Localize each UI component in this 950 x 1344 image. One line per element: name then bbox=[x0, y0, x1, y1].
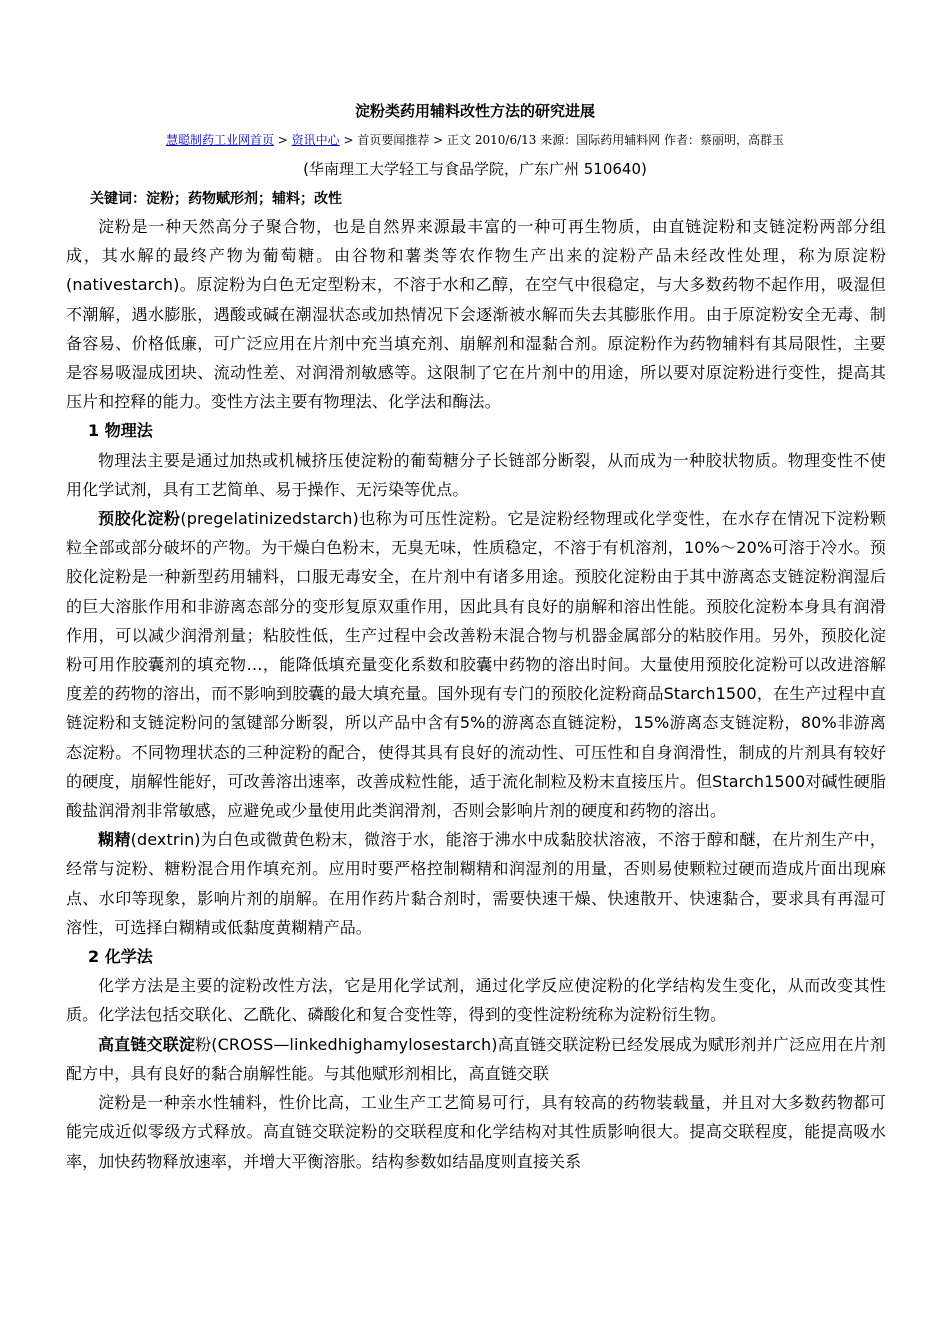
pregelatinized-starch-term: 预胶化淀粉 bbox=[98, 509, 181, 529]
cross-linked-starch-term: 高直链交联淀 bbox=[98, 1034, 196, 1054]
pregelatinized-starch-paragraph bbox=[66, 504, 886, 825]
breadcrumb-rest: > 首页要闻推荐 > 正文 2010/6/13 来源：国际药用辅料网 作者：蔡丽明，高群玉 bbox=[339, 133, 785, 147]
pregelatinized-starch-text: (pregelatinizedstarch)也称为可压性淀粉。它是淀粉经物理或化学变性，在水存在情况下淀粉颗粒全部或部分破坏的产物。为干燥白色粉末，无臭无味，性质稳定，不溶于有机溶剂，10%～20%可溶于冷水。预胶化淀粉是一种新型药用辅料，口服无毒安全，在片剂中有诸多用途。预胶化淀粉由于其中游离态支链淀粉润湿后的巨大溶胀作用和非游离态部分的变形复原双重作用，因此具有良好的崩解和溶出性能。预胶化淀粉本身具有润滑作用，可以减少润滑剂量；粘胶性低，生产过程中会改善粉末混合物与机器金属部分的粘胶作用。另外，预胶化淀粉可用作胶囊剂的填充物…，能降低填充量变化系数和胶囊中药物的溶出时间。大量使用预胶化淀粉可以改进溶解度差的药物的溶出，而不影响到胶囊的最大填充量。国外现有专门的预胶化淀粉商品Starch1500，在生产过程中直链淀粉和支链淀粉问的氢键部分断裂，所以产品中含有5%的游离态直链淀粉，15%游离态支链淀粉，80%非游离态淀粉。不同物理状态的三种淀粉的配合，使得其具有良好的流动性、可压性和自身润滑性，制成的片剂具有较好的硬度，崩解性能好，可改善溶出速率，改善成粒性能，适于流化制粒及粉末直接压片。但Starch1500对碱性硬脂酸盐润滑剂非常敏感，应避免或少量使用此类润滑剂，否则会影响片剂的硬度和药物的溶出。 bbox=[66, 509, 886, 821]
dextrin-paragraph bbox=[66, 825, 886, 942]
section-2-paragraph-1: 化学方法是主要的淀粉改性方法，它是用化学试剂，通过化学反应使淀粉的化学结构发生变化，从而改变其性质。化学法包括交联化、乙酰化、磷酸化和复合变性等，得到的变性淀粉统称为淀粉衍生物。 bbox=[66, 976, 886, 1025]
keywords: 关键词：淀粉；药物赋形剂；辅料；改性 bbox=[90, 191, 342, 207]
section-1-heading: 1 物理法 bbox=[88, 421, 153, 441]
breadcrumb-separator: > bbox=[273, 133, 292, 147]
section-1-paragraph-1: 物理法主要是通过加热或机械挤压使淀粉的葡萄糖分子长链部分断裂，从而成为一种胶状物质。物理变性不使用化学试剂，具有工艺简单、易于操作、无污染等优点。 bbox=[66, 450, 886, 499]
article-meta bbox=[0, 131, 950, 149]
dextrin-term: 糊精 bbox=[98, 830, 131, 850]
dextrin-text: (dextrin)为白色或微黄色粉末，微溶于水，能溶于沸水中成黏胶状溶液，不溶于醇和醚，在片剂生产中，经常与淀粉、糖粉混合用作填充剂。应用时要严格控制糊精和润湿剂的用量，否则易使颗粒过硬而造成片面出现麻点、水印等现象，影响片剂的崩解。在用作药片黏合剂时，需要快速干燥、快速散开、快速黏合，要求具有再湿可溶性，可选择白糊精或低黏度黄糊精产品。 bbox=[66, 830, 886, 937]
cross-linked-starch-paragraph bbox=[66, 1030, 886, 1088]
intro-paragraph: 淀粉是一种天然高分子聚合物，也是自然界来源最丰富的一种可再生物质，由直链淀粉和支链淀粉两部分组成，其水解的最终产物为葡萄糖。由谷物和薯类等农作物生产出来的淀粉产品未经改性处理，称为原淀粉(nativestarch)。原淀粉为白色无定型粉末，不溶于水和乙醇，在空气中很稳定，与大多数药物不起作用，吸湿但不潮解，遇水膨胀，遇酸或碱在潮湿状态或加热情况下会逐渐被水解而失去其膨胀作用。由于原淀粉安全无毒、制备容易、价格低廉，可广泛应用在片剂中充当填充剂、崩解剂和湿黏合剂。原淀粉作为药物辅料有其局限性，主要是容易吸湿成团块、流动性差、对润滑剂敏感等。这限制了它在片剂中的用途，所以要对原淀粉进行变性，提高其压片和控释的能力。变性方法主要有物理法、化学法和酶法。 bbox=[66, 217, 886, 412]
section-2-heading: 2 化学法 bbox=[88, 947, 153, 967]
home-link[interactable]: 慧聪制药工业网首页 bbox=[165, 133, 274, 147]
cross-linked-starch-text: (CROSS—linkedhighamylosestarch)高直链交联淀粉已经发展成为赋形剂并广泛应用在片剂配方中，具有良好的黏合崩解性能。与其他赋形剂相比，高直链交联 bbox=[66, 1034, 886, 1083]
article-body bbox=[66, 186, 886, 1176]
info-center-link[interactable]: 资讯中心 bbox=[291, 133, 340, 147]
section-2-paragraph-3: 淀粉是一种亲水性辅料，性价比高，工业生产工艺简易可行，具有较高的药物装载量，并且对大多数药物都可能完成近似零级方式释放。高直链交联淀粉的交联程度和化学结构对其性质影响很大。提高交联程度，能提高吸水率，加快药物释放速率，并增大平衡溶胀。结构参数如结晶度则直接关系 bbox=[66, 1093, 886, 1171]
article-title: 淀粉类药用辅料改性方法的研究进展 bbox=[354, 102, 595, 120]
author-affiliation: (华南理工大学轻工与食品学院，广东广州 510640) bbox=[303, 160, 647, 178]
cross-linked-starch-term-rest: 粉 bbox=[195, 1034, 212, 1054]
